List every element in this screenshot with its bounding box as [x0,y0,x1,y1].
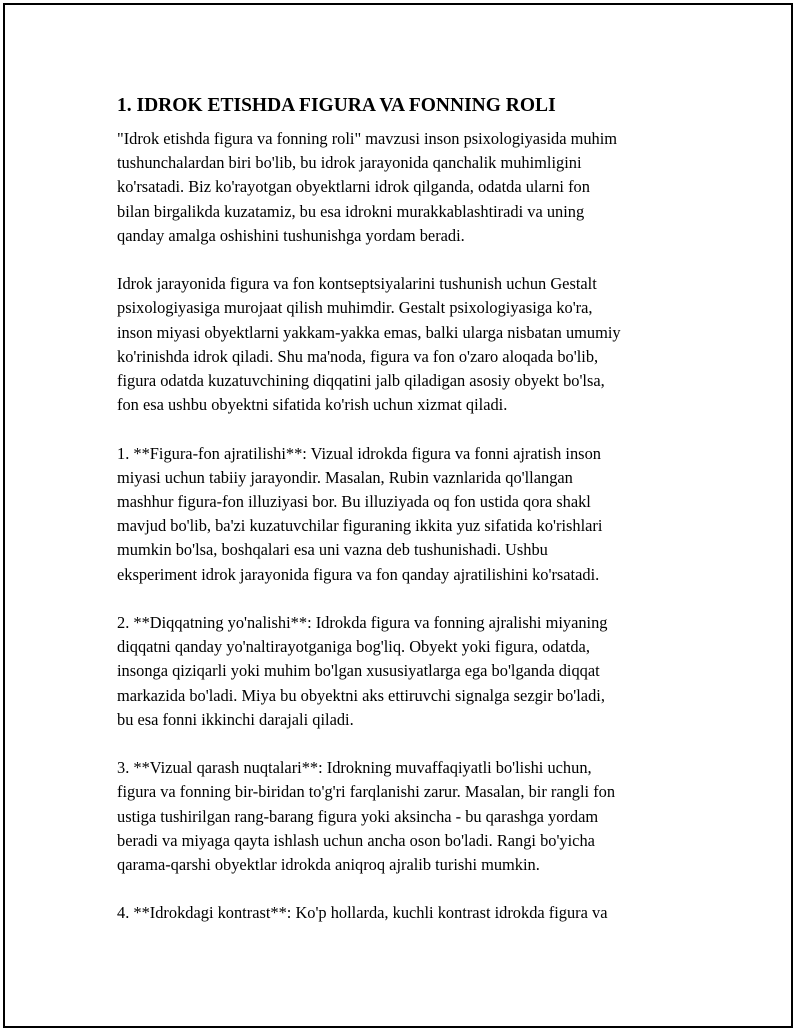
text-line: ko'rsatadi. Biz ko'rayotgan obyektlarni idrok qilganda, odatda ularni fon [117,177,590,197]
document-body [117,93,687,950]
text-line: figura va fonning bir-biridan to'g'ri farqlanishi zarur. Masalan, bir rangli fon [117,782,616,802]
text-line: 4. **Idrokdagi kontrast**: Ko'p hollarda, kuchli kontrast idrokda figura va [117,903,608,923]
text-line: ko'rinishda idrok qiladi. Shu ma'noda, figura va fon o'zaro aloqada bo'lib, [117,346,599,366]
paragraph-point-3 [117,756,687,877]
paragraph-point-1 [117,442,687,587]
text-line: eksperiment idrok jarayonida figura va fon qanday ajratilishini ko'rsatadi. [117,564,600,584]
text-line: fon esa ushbu obyektni sifatida ko'rish uchun xizmat qiladi. [117,395,508,415]
text-line: diqqatni qanday yo'naltirayotganiga bog'liq. Obyekt yoki figura, odatda, [117,637,590,657]
text-line: miyasi uchun tabiiy jarayondir. Masalan, Rubin vaznlarida qo'llangan [117,467,573,487]
paragraph-point-2 [117,611,687,732]
paragraph-intro [117,127,687,248]
text-line: insonga qiziqarli yoki muhim bo'lgan xususiyatlarga ega bo'lganda diqqat [117,661,600,681]
text-line: 2. **Diqqatning yo'nalishi**: Idrokda figura va fonning ajralishi miyaning [117,613,608,633]
text-line: 1. **Figura-fon ajratilishi**: Vizual idrokda figura va fonni ajratish inson [117,443,601,463]
text-line: bu esa fonni ikkinchi darajali qiladi. [117,709,354,729]
text-line: mashhur figura-fon illuziyasi bor. Bu illuziyada oq fon ustida qora shakl [117,492,591,512]
text-line: tushunchalardan biri bo'lib, bu idrok jarayonida qanchalik muhimligini [117,153,582,173]
text-line: "Idrok etishda figura va fonning roli" mavzusi inson psixologiyasida muhim [117,129,618,148]
text-line: figura odatda kuzatuvchining diqqatini jalb qiladigan asosiy obyekt bo'lsa, [117,371,605,391]
text-line: mavjud bo'lib, ba'zi kuzatuvchilar figuraning ikkita yuz sifatida ko'rishlari [117,516,603,536]
text-line: beradi va miyaga qayta ishlash uchun ancha oson bo'ladi. Rangi bo'yicha [117,830,595,850]
text-line: psixologiyasiga murojaat qilish muhimdir. Gestalt psixologiyasiga ko'ra, [117,298,593,318]
text-line: ustiga tushirilgan rang-barang figura yoki aksincha - bu qarashga yordam [117,806,599,826]
text-line: 3. **Vizual qarash nuqtalari**: Idrokning muvaffaqiyatli bo'lishi uchun, [117,758,592,778]
text-line: qanday amalga oshishini tushunishga yordam beradi. [117,225,465,245]
text-line: Idrok jarayonida figura va fon kontseptsiyalarini tushunish uchun Gestalt [117,274,597,294]
text-line: markazida bo'ladi. Miya bu obyektni aks ettiruvchi signalga sezgir bo'ladi, [117,685,605,705]
text-line: inson miyasi obyektlarni yakkam-yakka emas, balki ularga nisbatan umumiy [117,322,621,342]
paragraph-point-4 [117,901,687,925]
document-title: 1. IDROK ETISHDA FIGURA VA FONNING ROLI [117,95,556,116]
paragraph-gestalt [117,272,687,417]
text-line: qarama-qarshi obyektlar idrokda aniqroq ajralib turishi mumkin. [117,855,540,875]
text-line: mumkin bo'lsa, boshqalari esa uni vazna deb tushunishadi. Ushbu [117,540,548,560]
text-line: bilan birgalikda kuzatamiz, bu esa idrokni murakkablashtiradi va uning [117,201,585,221]
